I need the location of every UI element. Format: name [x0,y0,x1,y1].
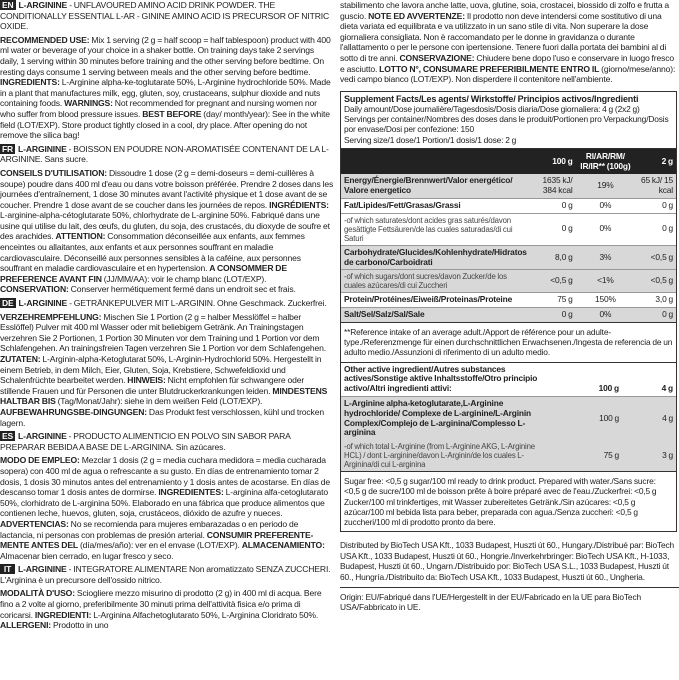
nutrition-row [341,213,676,245]
nutrient-label: Protein/Protéines/Eiweiß/Proteinas/Proteine [341,293,530,308]
value-100g: 0 g [530,198,576,213]
lang-badge-it: IT [0,564,15,574]
it-allergens-label: ALLERGENI: [0,620,52,631]
de-heading-rest: - GETRÄNKEPULVER MIT L-ARGININ. Ohne Geschmack. Zuckerfrei. [67,298,327,309]
divider [340,587,679,588]
nutrition-row [341,198,676,213]
en-ingredients-label: INGREDIENTS: [0,77,60,88]
it-conservation-label: CONSERVAZIONE: [399,52,475,63]
de-use-text: Mischen Sie 1 Portion (2 g = halber Messlöffel = halber Esslöffel) Pulver mit 400 ml Wasser oder mit beliebigem Getränk. An Trainingstagen verzehren Sie 2 Portionen, 1 Portion 30 Minuten vor dem Training und 1 Portion vor dem Schlafengehen. An trainingsfreien Tagen verzehren Sie 1 Portion vor dem Schlafengehen. [0,311,327,354]
it-heading-rest: - INTEGRATORE ALIMENTARE Non aromatizzato SENZA ZUCCHERI. L'Arginina è un precursore dell'ossido nitrico. [0,564,331,585]
nutrition-row [341,245,676,270]
value-2g: 0 g [635,213,676,245]
lang-badge-en: EN [2,0,14,10]
lang-badge-es: ES [2,431,14,442]
de-heading: L-ARGININE [18,298,68,309]
value-100g: 8,0 g [530,245,576,270]
complex-sub-row [341,440,676,471]
distributor-line: Distributed by BioTech USA Kft., 1033 Budapest, Huszti út 60., Hungary./Distribué par: BioTech USA Kft., 1033 Budapest, Huszti út 60., Hongrie./Inverkehrbringer: BioTech USA Kft., H-1033, Budapest, Huszti út 60., Ungarn./Distribuido por: BioTech USA S.L., 1033 Budapest, Huszti út 60., Hungría./Distribuito da: BioTech USA Kft., 1033 Budapest, Huszti út 60., Ungheria. [340,540,675,582]
es-use-text: Mezclar 1 dosis (2 g = media cuchara medidora = media cucharada sopera) con 400 ml de agua o refrescante a su gusto. En días de entrenamiento tomar 2 dosis, 1 dosis 30 minutos antes del entrenamiento y 1 dosis antes de acostarse. En días de descanso tomar 1 dosis antes de dormirse. [0,455,330,498]
de-storage-label: AUFBEWAHRUNGSBE-DINGUNGEN: [0,406,147,417]
sugar-free-note: Sugar free: <0,5 g sugar/100 ml ready to drink product. Prepared with water./Sans sucre: <0,5 g de sucre/100 ml de boisson prête à boire préparé avec de l'eau./Zuckerfrei: <0,5 g Zucker/100 ml trinkfertiges, mit Wasser zubereitetes Getränk./Sin azúcares: <0,5 g azúcar/100 ml bebida lista para beber, preparada con agua./Senza zuccheri: <0,5 g zuccheri/100 ml di prodotto pronto da bere. [341,471,676,531]
en-best-before-text: (day/ month/year): See in the white field (LOT/EXP). Store product tightly closed in a cool, dry place. After opening do not remove the silica bag! [0,108,330,141]
de-storage-text: Das Produkt fest verschlossen, kühl und trocken lagern. [0,406,324,428]
complex-row [341,396,676,440]
value-ri: 19% [576,174,636,198]
other-header-row [341,362,676,396]
it-use-label: MODALITÀ D'USO: [0,588,75,599]
nutrient-label: -of which saturates/dont acides gras saturés/davon gesättigte Fettsäuren/de las cuales saturadas/di cui Saturi [341,213,530,245]
fr-ingredients-label: INGRÉDIENTS: [269,199,329,210]
nutrient-label: -of which sugars/dont sucres/davon Zucker/de los cuales azúcares/di cui Zuccheri [341,270,530,293]
section-fr [0,144,334,295]
section-it [0,564,334,631]
other-title: Other active ingredient/Autres substances actives/Sonstige aktive Inhaltsstoffe/Otro principio activo/Altri ingredienti attivi: [344,363,538,394]
section-en [0,0,334,141]
value-100g: 0 g [530,308,576,322]
value-2g: 65 kJ/ 15 kcal [635,174,676,198]
it-use-text: Sciogliere mezzo misurino di prodotto (2 g) in 400 ml di acqua. Bere fino a 2 volte al giorno, preferibilmente 30 minuti prima dell'attività fisica e/o prima di coricarsi. [0,588,322,620]
it-ingredients-text: L-Arginina Alfachetoglutarato 50%, L-Arginina Cloridrato 50%. [91,609,319,620]
complex-4g: 4 g [622,396,676,440]
de-ingredients-text: L-Arginin-alpha-Ketoglutarat 50%, L-Arginin-Hydrochlorid 50%. Hergestellt in einem Betrieb, in dem Milch, Eier, Gluten, Soja, Krebstiere, Schwefeldioxid und Schalenfrüchte bearbeitet werden. [0,354,322,386]
value-100g: <0,5 g [530,270,576,293]
es-best-before-label: CONSUMIR PREFERENTE-MENTE ANTES DEL [0,529,314,551]
nutrition-rows [341,174,676,322]
other-ingredients-table [341,362,676,472]
it-ingredients-label: INGREDIENTI: [34,609,92,620]
fr-best-before-label: A CONSOMMER DE PREFERENCE AVANT FIN [0,263,287,284]
en-best-before-label: BEST BEFORE [142,108,202,119]
section-de [0,298,334,428]
es-storage-label: ALMACENAMIENTO: [241,540,325,551]
facts-serving-size: Serving size/1 dose/1 Portion/1 dosis/1 dose: 2 g [344,134,517,145]
es-best-before-text: (día/mes/año): ver en el envase (LOT/EXP). [78,540,242,551]
right-column [340,0,679,680]
value-100g: 1635 kJ/ 384 kcal [530,174,576,198]
es-heading: L-ARGININE [18,431,67,442]
facts-title: Supplement Facts/Les agents/ Wirkstoffe/ Principios activos/Ingredienti [344,93,639,104]
es-warnings-text: No se recomienda para mujeres embarazadas o en periodo de lactancia, ni personas con problemas de presión arterial. [0,518,299,540]
facts-daily-amount: Daily amount/Dose journalière/Tagesdosis/Dosis diaria/Dose giornaliera: 4 g (2x2 g) [344,103,640,114]
es-ingredients-text: L-arginina alfa-cetoglutarato 50%, clorhidrato de L-arginina 50%. Elaborado en una fábrica que produce alimentos que contienen leche, huevos, gluten, soja, crustáceos, dióxido de azufre y nueces. [0,487,328,519]
nutrition-row [341,308,676,322]
reference-intake-note: **Reference intake of an average adult./Apport de référence pour un adulte-type./Referenzmenge für einen durchschnittlichen Erwachsenen./Ingesta de referencia de un adulto medio./Assunzioni di riferimento di un adulto medio. [341,322,676,362]
fr-use-text: Dissoudre 1 dose (2 g = demi-doseurs = demi-cuillères à soupe) poudre dans 400 ml d'eau ou dans votre boisson préférée. Prendre 2 doses dans les journées d'entraînement, 1 dose 30 minutes avant l'activité physique et 1 dose avant de se coucher. Prendre 1 dose avant de se coucher dans les journées de repos. [0,167,334,210]
header-2g: 2 g [635,149,676,175]
de-use-label: VERZEHREMPFEHLUNG: [0,311,102,322]
it-allergens-text: Prodotto in uno [51,620,109,631]
value-2g: 0 g [635,198,676,213]
es-heading-rest: - PRODUCTO ALIMENTICIO EN POLVO SIN SABOR PARA PREPARAR BEBIDA A BASE DE L-ARGININA. Sin azúcares. [0,431,291,452]
fr-warnings-text: Consommation déconseillée aux enfants, aux femmes enceintes ou allaitantes, aux enfants et aux personnes souffrant en maladie cardiovasculaire. Déconseillé aux personnes sensibles à la caféine, aux personnes souffrant en maladie cardiovasculaire et en hypertension. [0,231,305,274]
value-ri: 0% [576,198,636,213]
value-100g: 0 g [530,213,576,245]
de-warnings-text: Nicht empfohlen für schwangere oder stillende Frauen und für Personen die unter Blutdruckerkrankungen leiden. [0,375,305,396]
it-notes-label: NOTE ED AVVERTENZE: [368,10,465,21]
complex-sub-100g: 75 g [551,440,622,471]
fr-ingredients-text: L-arginine-alpha-cétoglutarate 50%, chlorhydrate de L-arginine 50%. Fabriqué dans une usine qui utilise du lait, des œufs, du gluten, du soja, des crustacés, du dioxyde de soufre et des arachides. [0,210,330,242]
en-heading-rest: - UNFLAVOURED AMINO ACID DRINK POWDER. THE CONDITIONALLY ESSENTIAL L-AR - GININE AMINO ACID IS PRECURSOR OF NITRIC OXIDE. [0,0,330,32]
fr-conservation-label: CONSERVATION: [0,284,69,295]
section-es [0,431,334,561]
fr-use-label: CONSEILS D'UTILISATION: [0,167,107,178]
value-ri: 3% [576,245,636,270]
en-use-label: RECOMMENDED USE: [0,34,90,45]
origin-line: Origin: EU/Fabriqué dans l'UE/Hergestellt in der EU/Fabricado en la UE para BioTech USA/Fabbricato in UE. [340,591,641,613]
fr-warnings-label: ATTENTION: [55,231,106,242]
de-best-before-label: MINDESTENS HALTBAR BIS [0,385,328,407]
nutrition-row [341,174,676,198]
header-ri: RI/AR/RM/ IR/IR** (100g) [576,149,636,175]
en-warnings-text: Not recommended for pregnant and nursing women nor who suffer from blood pressure issues. [0,98,317,119]
value-2g: <0,5 g [635,270,676,293]
other-col-4g: 4 g [661,383,673,394]
it-notes-text: Il prodotto non deve intendersi come sostitutivo di una dieta variata ed equilibrata e va utilizzato in un sano stile di vita. Non superare la dose giornaliera consigliata. Non è raccomandato per le donne in gravidanza o durante l'allattamento o per le persone con ipertensione. Tenere fuori dalla portata dei bambini al di sotto di tre anni. [340,10,667,63]
header-blank [341,149,530,175]
es-ingredients-label: INGREDIENTES: [158,487,224,498]
nutrient-label: Salt/Sel/Salz/Sal/Sale [341,308,530,322]
it-cont-text: stabilimento che lavora anche latte, uova, glutine, soia, crostacei, biossido di zolfo e frutta a guscio. [340,0,670,21]
nutrient-label: Carbohydrate/Glucides/Kohlenhydrate/Hidratos de carbono/Carboidrati [341,245,530,270]
fr-best-before-text: (JJ/MM/AA): voir le champ blanc (LOT/EXP). [101,273,267,284]
en-use-text: Mix 1 serving (2 g = half scoop = half tablespoon) product with 400 ml water or beverage of your choice in a shaker bottle. On training days take 2 servings daily, 1 serving within 30 minutes before training and the other serving before bedtime. On resting days consume 1 serving between meals and the other serving before bedtime. [0,34,331,77]
nutrition-table [341,149,676,322]
it-lot-label: LOTTO N°, CONSUMARE PREFERIBILMENTE ENTRO IL [379,63,600,74]
value-100g: 75 g [530,293,576,308]
value-ri: 150% [576,293,636,308]
complex-sub-label: -of which total L-Arginine (from L-Arginine AKG, L-Arginine HCL) / dont L-arginine/davon L-Arginin/de los cuales L-Arginina/di cui L-arginina [341,440,551,471]
header-100g: 100 g [530,149,576,175]
it-conservation-text: Chiudere bene dopo l'uso e conservare in luogo fresco e asciutto. [340,52,675,74]
nutrient-label: Energy/Énergie/Brennwert/Valor energético/ Valore energetico [341,174,530,198]
value-2g: <0,5 g [635,245,676,270]
nutrition-row [341,270,676,293]
nutrition-row [341,293,676,308]
facts-servings: Servings per container/Nombres des doses dans le produit/Portionen pro Verpackung/Dosis por envase/Dosi per confezione: 150 [344,114,669,135]
section-it-continued [340,0,679,85]
supplement-facts-panel [340,91,677,532]
de-warnings-label: HINWEIS: [127,375,166,386]
it-lot-text: (giorno/mese/anno): vedi campo bianco (LOT/EXP). Non disperdere il contenitore nell'ambiente. [340,63,676,85]
fr-heading-rest: - BOISSON EN POUDRE NON-AROMATISÉE CONTENANT DE LA L-ARGININE. Sans sucre. [0,143,329,165]
value-ri: 0% [576,308,636,322]
other-col-100g: 100 g [598,383,619,394]
nutrition-header-row [341,149,676,175]
es-storage-text: Almacenar bien cerrado, en lugar fresco y seco. [0,550,174,561]
complex-sub-4g: 3 g [622,440,676,471]
left-column [0,0,334,680]
complex-100g: 100 g [551,396,622,440]
en-ingredients-text: L-Arginine alpha-ke-toglutarate 50%, L-Arginine hydrochloride 50%. Made in a plant that manufactures milk, egg, gluten, soy, crustaceans, sulphur dioxide and nuts containing foods. [0,77,331,109]
fr-conservation-text: Conserver hermétiquement fermé dans un endroit sec et frais. [68,284,296,295]
de-ingredients-label: ZUTATEN: [0,354,41,364]
es-use-label: MODO DE EMPLEO: [0,455,80,466]
fr-heading: L-ARGININE [18,143,67,154]
lang-badge-de: DE [2,298,14,309]
en-warnings-label: WARNINGS: [64,98,113,109]
lang-badge-fr: FR [2,143,14,154]
value-2g: 0 g [635,308,676,322]
value-ri: <1% [576,270,636,293]
de-best-before-text: (Tag/Monat/Jahr): siehe in dem weißen Feld (LOT/EXP). [55,396,263,407]
it-heading: L-ARGININE [18,564,67,575]
facts-header [341,92,676,149]
nutrient-label: Fat/Lipides/Fett/Grasas/Grassi [341,198,530,213]
distributor-info [340,540,679,613]
complex-label: L-Arginine alpha-ketoglutarate,L-Arginine hydrochloride/ Complexe de L-arginine/L-Arginin Complex/Complejo de L-arginina/Complesso L-arginina [341,396,551,440]
value-2g: 3,0 g [635,293,676,308]
en-heading: L-ARGININE [18,0,68,10]
value-ri: 0% [576,213,636,245]
es-warnings-label: ADVERTENCIAS: [0,518,69,529]
